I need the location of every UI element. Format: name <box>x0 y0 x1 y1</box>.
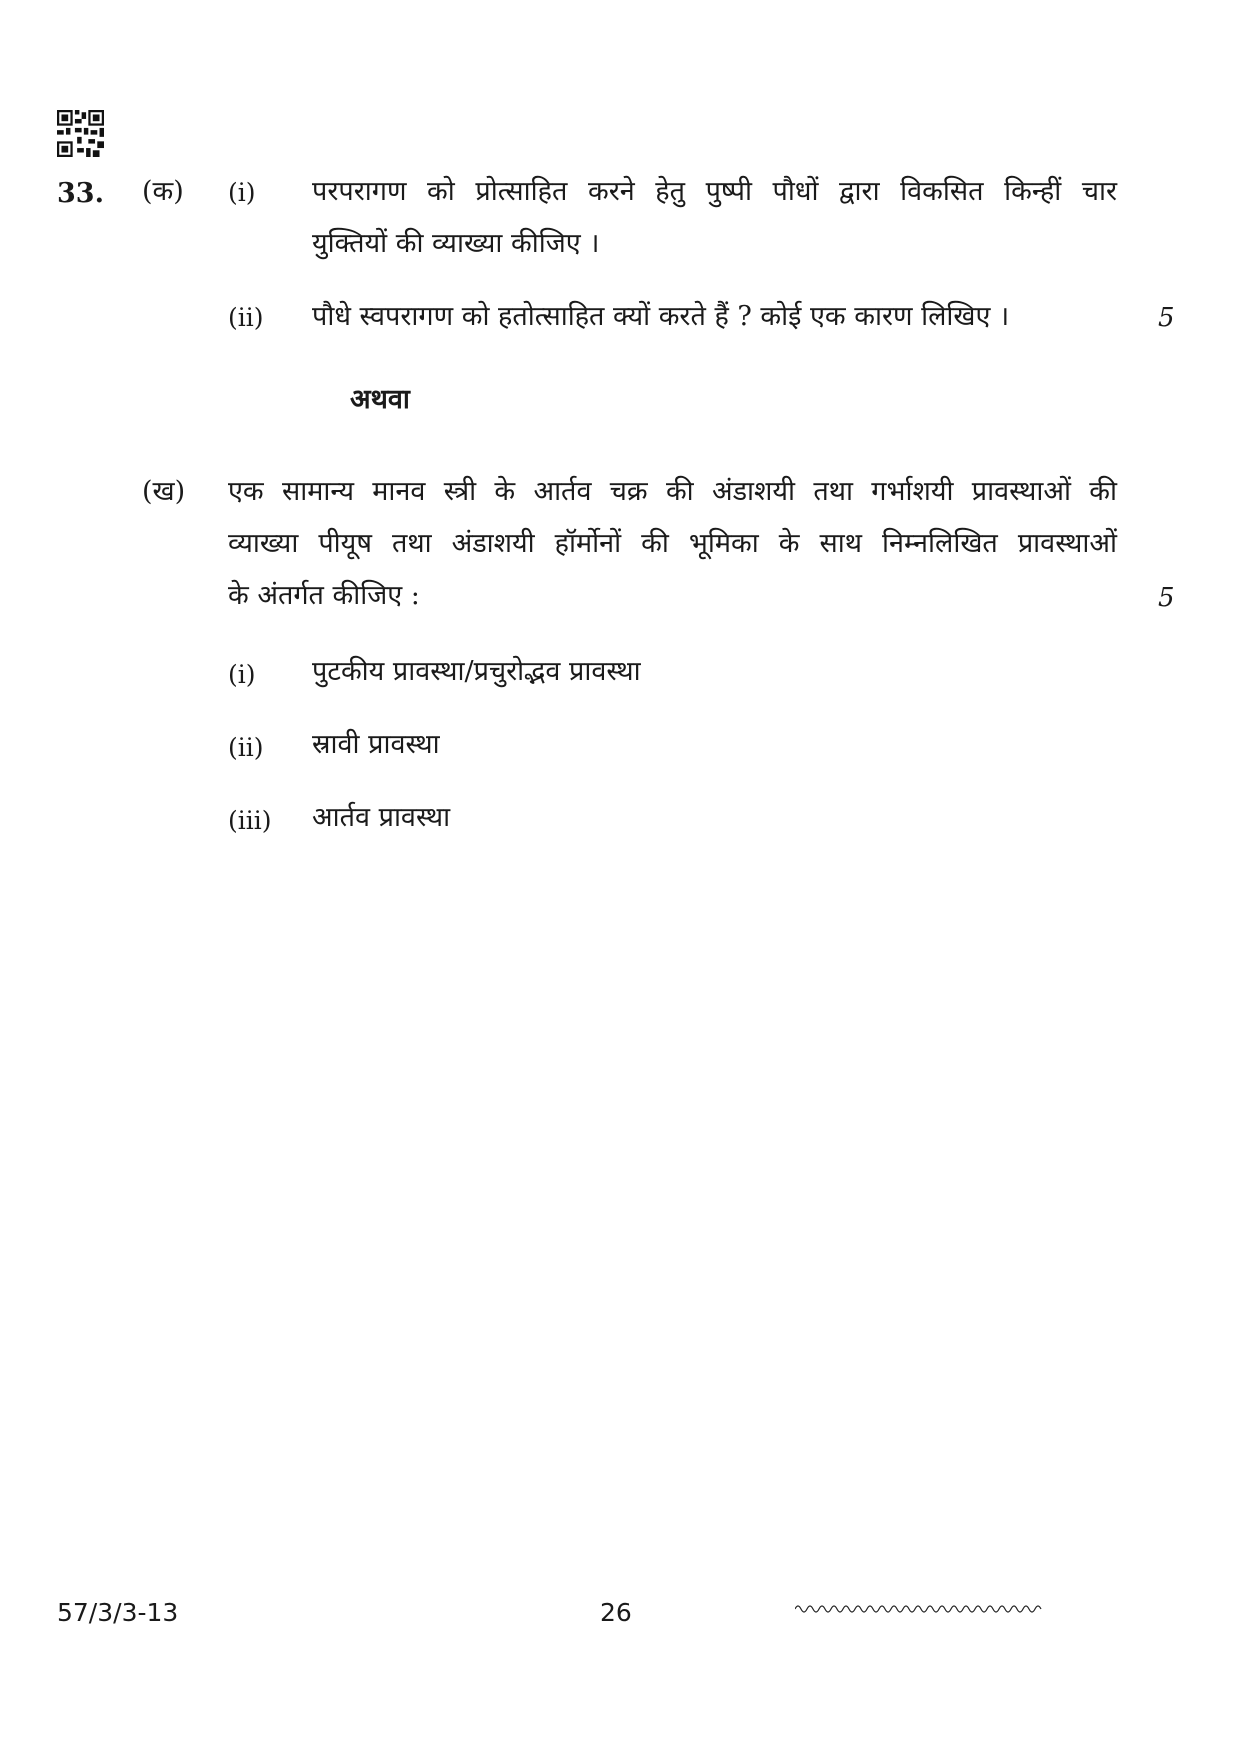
part-a-ii-label: (ii) <box>228 303 264 332</box>
qr-code-icon <box>57 110 104 157</box>
part-b-line-1: एक सामान्य मानव स्त्री के आर्तव चक्र की अंडाशयी तथा गर्भाशयी प्रावस्थाओं की <box>228 476 1117 507</box>
part-b-marks: 5 <box>1158 583 1175 613</box>
part-b-item-label: (ii) <box>228 733 264 762</box>
part-b-line-2: व्याख्या पीयूष तथा अंडाशयी हॉर्मोनों की भूमिका के साथ निम्नलिखित प्रावस्थाओं <box>228 528 1117 559</box>
part-a-i-line-1: परपरागण को प्रोत्साहित करने हेतु पुष्पी पौधों द्वारा विकसित किन्हीं चार <box>312 176 1117 207</box>
wavy-line-icon <box>795 1603 1045 1615</box>
part-a-label: (क) <box>142 176 184 207</box>
part-b-item-label: (iii) <box>228 806 272 835</box>
part-b-item-label: (i) <box>228 660 256 689</box>
part-b-item-text: पुटकीय प्रावस्था/प्रचुरोद्भव प्रावस्था <box>312 656 641 687</box>
question-number: 33. <box>57 178 104 209</box>
part-a-ii-text: पौधे स्वपरागण को हतोत्साहित क्यों करते हैं ? कोई एक कारण लिखिए । <box>312 301 1010 332</box>
part-b-label: (ख) <box>142 476 186 507</box>
part-a-i-line-2: युक्तियों की व्याख्या कीजिए । <box>312 228 600 259</box>
part-b-line-3: के अंतर्गत कीजिए : <box>228 580 420 611</box>
part-a-i-label: (i) <box>228 178 256 207</box>
or-label: अथवा <box>350 384 410 415</box>
part-b-item-text: आर्तव प्रावस्था <box>312 802 451 833</box>
part-b-item-text: स्रावी प्रावस्था <box>312 729 440 760</box>
paper-code: 57/3/3-13 <box>57 1598 179 1627</box>
page-number: 26 <box>600 1598 632 1627</box>
part-a-marks: 5 <box>1158 303 1175 333</box>
